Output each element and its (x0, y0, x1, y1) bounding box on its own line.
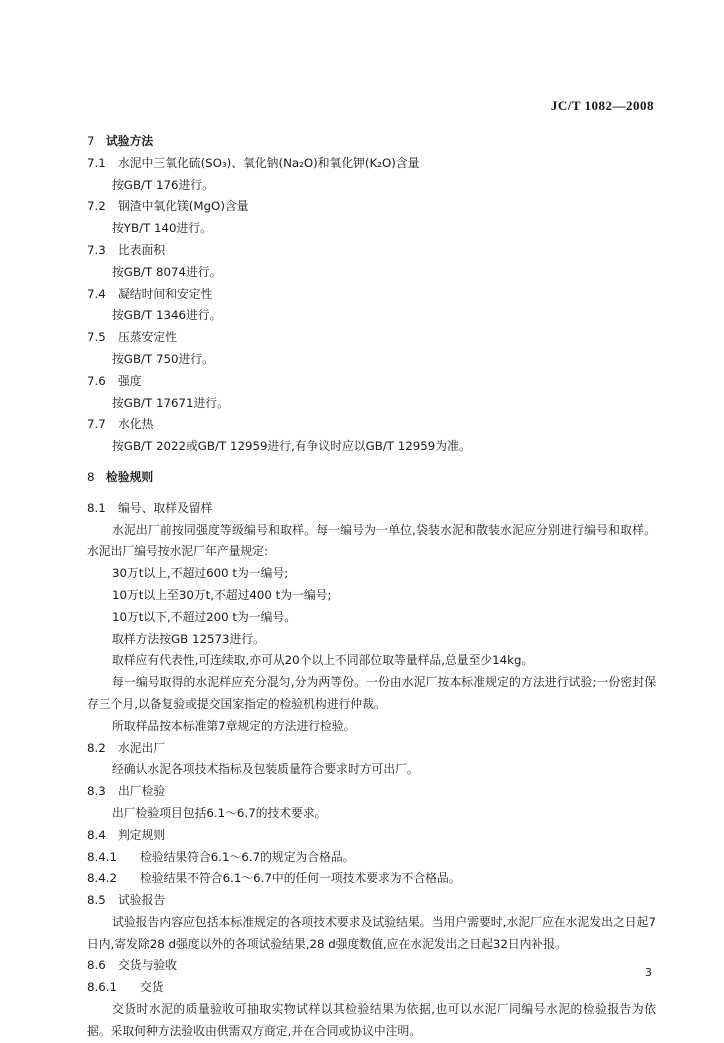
section-8-6-title: 8.6 交货与验收 (87, 958, 177, 973)
section-8-4-2: 8.4.2 检验结果不符合6.1～6.7中的任何一项技术要求为不合格品。 (87, 871, 461, 886)
section-8-1-paragraph-1: 水泥出厂前按同强度等级编号和取样。每一编号为一单位,袋装水泥和散装水泥应分别进行编号和取样。水泥出厂编号按水泥厂年产量规定: (87, 522, 656, 559)
section-8-1-paragraph-3: 取样应有代表性,可连续取,亦可从20个以上不同部位取等量样品,总量至少14kg。 (112, 653, 534, 668)
section-8-1-paragraph-4: 每一编号取得的水泥样应充分混匀,分为两等份。一份由水泥厂按本标准规定的方法进行试验;一份密封保存三个月,以备复验或提交国家指定的检验机构进行仲裁。 (87, 675, 656, 711)
page-number: 3 (645, 966, 652, 979)
section-7-2-body: 按YB/T 140进行。 (112, 221, 212, 236)
section-7-7-title: 7.7 水化热 (87, 417, 154, 432)
section-8-6-1-body: 交货时水泥的质量验收可抽取实物试样以其检验结果为依据,也可以水泥厂同编号水泥的检验报告为依据。采取何种方法验收由供需双方商定,并在合同或协议中注明。 (87, 1002, 656, 1038)
section-8-4-title: 8.4 判定规则 (87, 827, 166, 842)
section-7-6-title: 7.6 强度 (87, 373, 142, 388)
section-8-3-body: 出厂检验项目包括6.1～6.7的技术要求。 (112, 805, 327, 820)
section-8-5-body: 试验报告内容应包括本标准规定的各项技术要求及试验结果。当用户需要时,水泥厂应在水泥发出之日起7日内,寄发除28 d强度以外的各项试验结果,28 d强度数值,应在水泥发出之日起32日内补报。 (87, 914, 656, 951)
section-8-6-1-title: 8.6.1 交货 (87, 980, 164, 995)
section-7-4-body: 按GB/T 1346进行。 (112, 308, 222, 323)
section-7-3-body: 按GB/T 8074进行。 (112, 264, 222, 279)
section-7-6-body: 按GB/T 17671进行。 (112, 395, 229, 410)
section-8-2-title: 8.2 水泥出厂 (87, 740, 166, 755)
section-7-5-body: 按GB/T 750进行。 (112, 351, 214, 366)
section-8-1-paragraph-5: 所取样品按本标准第7章规定的方法进行检验。 (112, 718, 356, 733)
section-7-3-title: 7.3 比表面积 (87, 242, 166, 257)
standard-code: JC/T 1082—2008 (550, 98, 654, 113)
section-8-3-title: 8.3 出厂检验 (87, 784, 166, 799)
section-7-heading: 7 试验方法 (87, 134, 154, 148)
section-7-5-title: 7.5 压蒸安定性 (87, 330, 177, 345)
section-8-1-title: 8.1 编号、取样及留样 (87, 500, 213, 515)
section-8-heading: 8 检验规则 (87, 469, 154, 484)
sampling-rule-2: 10万t以上至30万t,不超过400 t为一编号; (112, 587, 332, 602)
section-7-7-body: 按GB/T 2022或GB/T 12959进行,有争议时应以GB/T 12959为准。 (112, 439, 471, 454)
section-8-2-body: 经确认水泥各项技术指标及包装质量符合要求时方可出厂。 (112, 762, 419, 777)
section-7-1-title: 7.1 水泥中三氧化硫(SO₃)、氧化钠(Na₂O)和氧化钾(K₂O)含量 (87, 155, 420, 170)
section-7-1-body: 按GB/T 176进行。 (112, 177, 214, 192)
section-8-1-paragraph-2: 取样方法按GB 12573进行。 (112, 631, 265, 646)
section-8-5-title: 8.5 试验报告 (87, 893, 166, 908)
section-7-4-title: 7.4 凝结时间和安定性 (87, 286, 213, 301)
section-7-2-title: 7.2 钢渣中氧化镁(MgO)含量 (87, 199, 249, 214)
section-8-4-1: 8.4.1 检验结果符合6.1～6.7的规定为合格品。 (87, 849, 355, 864)
document-body (87, 131, 656, 1043)
sampling-rule-1: 30万t以上,不超过600 t为一编号; (112, 566, 289, 581)
sampling-rule-3: 10万t以下,不超过200 t为一编号。 (112, 609, 297, 624)
